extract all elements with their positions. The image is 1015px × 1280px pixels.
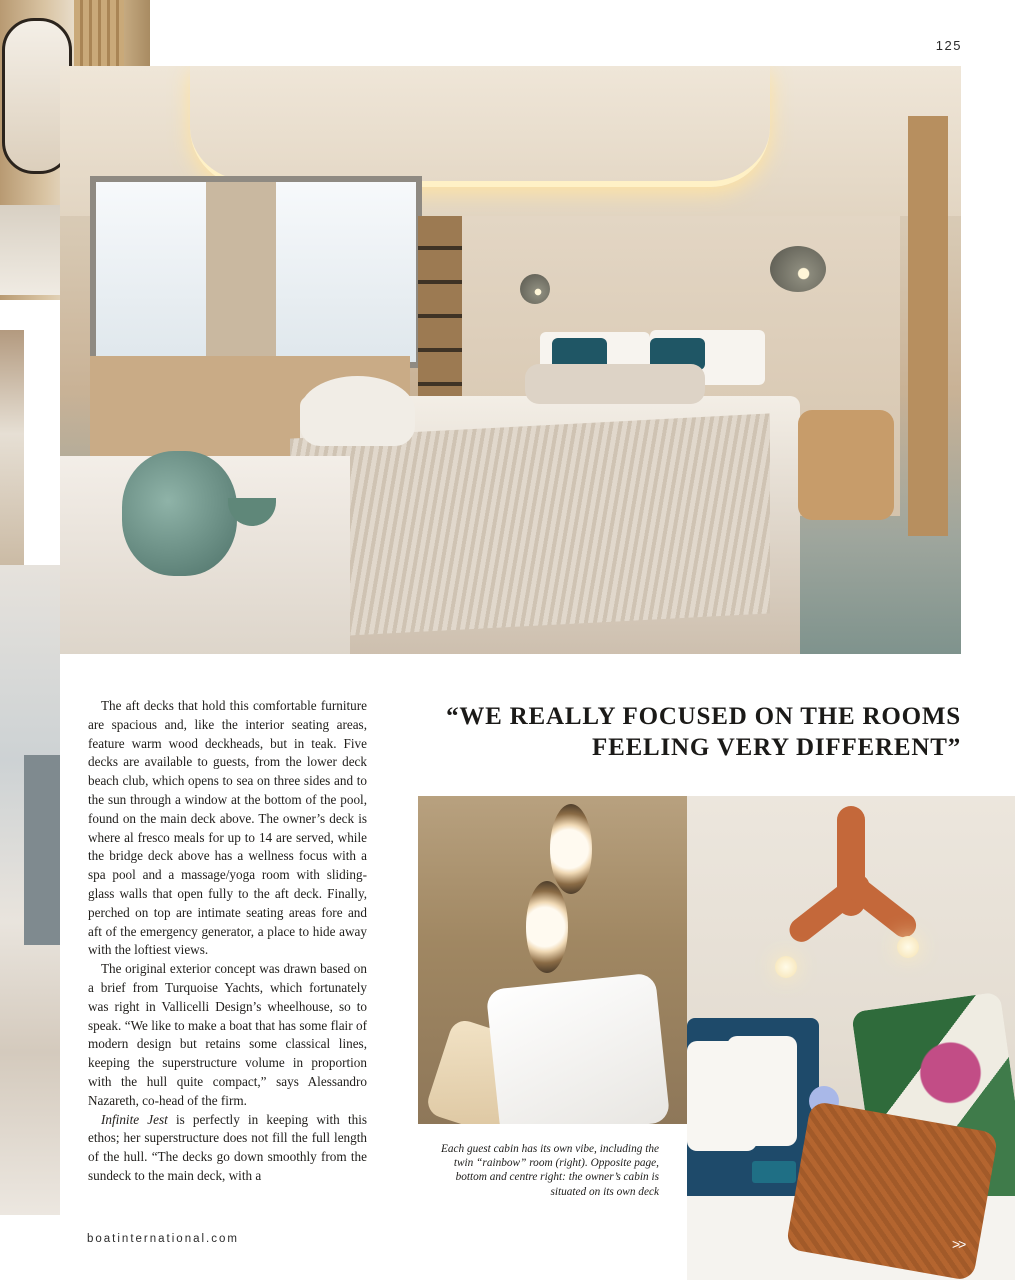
cabin-bedroom-photo bbox=[60, 66, 961, 654]
pillow bbox=[486, 973, 671, 1124]
body-paragraph: The original exterior concept was drawn based on a brief from Turquoise Yachts, which fortunately was right in Vallicelli Design’s wheelhouse, so to speak. “We like to make a boat that has some flair of modern design but retains some classical lines, keeping the superstructure volume in proportion with the hull quite compact,” says Alessandro Nazareth, co-head of the firm. bbox=[88, 961, 367, 1108]
next-page-arrow-icon: >> bbox=[952, 1236, 965, 1252]
page-number: 125 bbox=[935, 38, 962, 53]
lamp-bulb bbox=[897, 936, 919, 958]
wood-panel bbox=[908, 116, 948, 536]
wall-sconce-right bbox=[770, 246, 826, 292]
armchair bbox=[300, 376, 415, 446]
yacht-name: Infinite Jest bbox=[101, 1111, 168, 1127]
rainbow-room-photo bbox=[687, 796, 1015, 1280]
body-paragraph: The aft decks that hold this comfortable furniture are spacious and, like the interior seating areas, feature warm wood deckheads, but in teak. Five decks are available to guests, from the lower deck beach club, which opens to sea on three sides and to the sun through a window at the bottom of the pool, found on the main deck above. The owner’s deck is where al fresco meals for up to 14 are served, while the bridge deck above has a wellness focus with a spa pool and a massage/yoga room with sliding-glass walls that open fully to the aft deck. Finally, perched on top are intimate seating areas fore and aft of the emergency generator, a place to hide away with the loftiest views. bbox=[88, 698, 367, 958]
vanity-counter bbox=[0, 205, 62, 295]
footer-url: boatinternational.com bbox=[87, 1233, 239, 1245]
body-text-continued: is perfectly in keeping with this ethos; her superstructure does not fill the full length of the hull. “The decks go down smoothly from the sundeck to the main deck, with a bbox=[88, 1111, 368, 1183]
knit-throw bbox=[290, 413, 770, 638]
adjacent-page-photo-bottom bbox=[0, 565, 60, 1215]
wall-sconce-left bbox=[520, 274, 550, 304]
windows bbox=[90, 176, 422, 368]
wall-sconce bbox=[526, 881, 568, 973]
pillow bbox=[727, 1036, 797, 1146]
blue-tray bbox=[752, 1161, 796, 1183]
window-pane bbox=[24, 755, 60, 945]
body-paragraph bbox=[88, 1111, 367, 1186]
bookshelf bbox=[418, 216, 462, 396]
wall-sconce bbox=[550, 804, 592, 894]
article-body bbox=[88, 697, 367, 1186]
bolster-pillow bbox=[525, 364, 705, 404]
ceiling-cove-light bbox=[190, 66, 770, 187]
pull-quote: “WE REALLY FOCUSED ON THE ROOMS FEELING VERY DIFFERENT” bbox=[446, 703, 961, 761]
sculpture-vase bbox=[122, 451, 237, 576]
lamp-bulb bbox=[775, 956, 797, 978]
woven-leather-cushion bbox=[785, 1101, 998, 1280]
photo-caption: Each guest cabin has its own vibe, including the twin “rainbow” room (right). Opposite page, bottom and centre right: the owner’s cabin is situated on its own deck bbox=[440, 1143, 659, 1198]
nightstand bbox=[798, 410, 894, 520]
guest-cabin-sconce-photo bbox=[418, 796, 687, 1124]
adjacent-page-photo-middle bbox=[0, 330, 24, 590]
